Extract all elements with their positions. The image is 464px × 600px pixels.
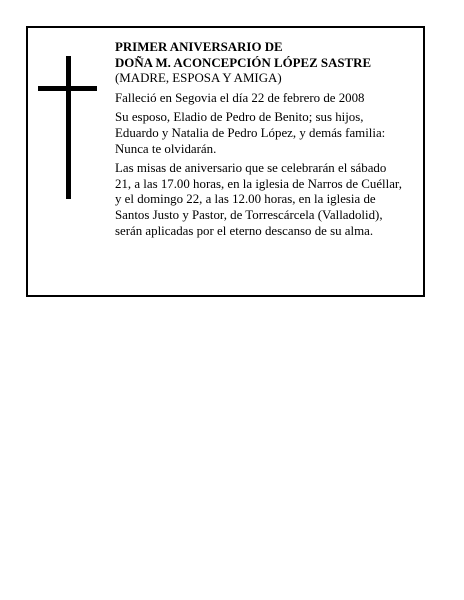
mass-line: 21, a las 17.00 horas, en la iglesia de Narros de Cuéllar, [115, 176, 402, 191]
mass-paragraph [115, 161, 421, 239]
obituary-notice [26, 26, 425, 297]
cross-icon [38, 56, 97, 199]
mass-line: serán aplicadas por el eterno descanso de su alma. [115, 223, 374, 238]
mass-line: Las misas de aniversario que se celebrarán el sábado [115, 161, 387, 176]
family-line: Su esposo, Eladio de Pedro de Benito; sus hijos, [115, 110, 364, 125]
death-statement: Falleció en Segovia el día 22 de febrero de 2008 [115, 90, 365, 105]
cross-horizontal-bar [38, 86, 97, 91]
mass-line: Santos Justo y Pastor, de Torrescárcela (Valladolid), [115, 207, 383, 222]
family-paragraph [115, 110, 421, 157]
cross-vertical-bar [66, 56, 71, 199]
family-line: Nunca te olvidarán. [115, 141, 217, 156]
family-line: Eduardo y Natalia de Pedro López, y demás familia: [115, 125, 386, 140]
notice-text [115, 40, 421, 239]
deceased-roles: (MADRE, ESPOSA Y AMIGA) [115, 71, 282, 86]
deceased-name: DOÑA M. ACONCEPCIÓN LÓPEZ SASTRE [115, 55, 372, 70]
mass-line: y el domingo 22, a las 12.00 horas, en la iglesia de [115, 192, 376, 207]
heading-line-1: PRIMER ANIVERSARIO DE [115, 40, 283, 54]
